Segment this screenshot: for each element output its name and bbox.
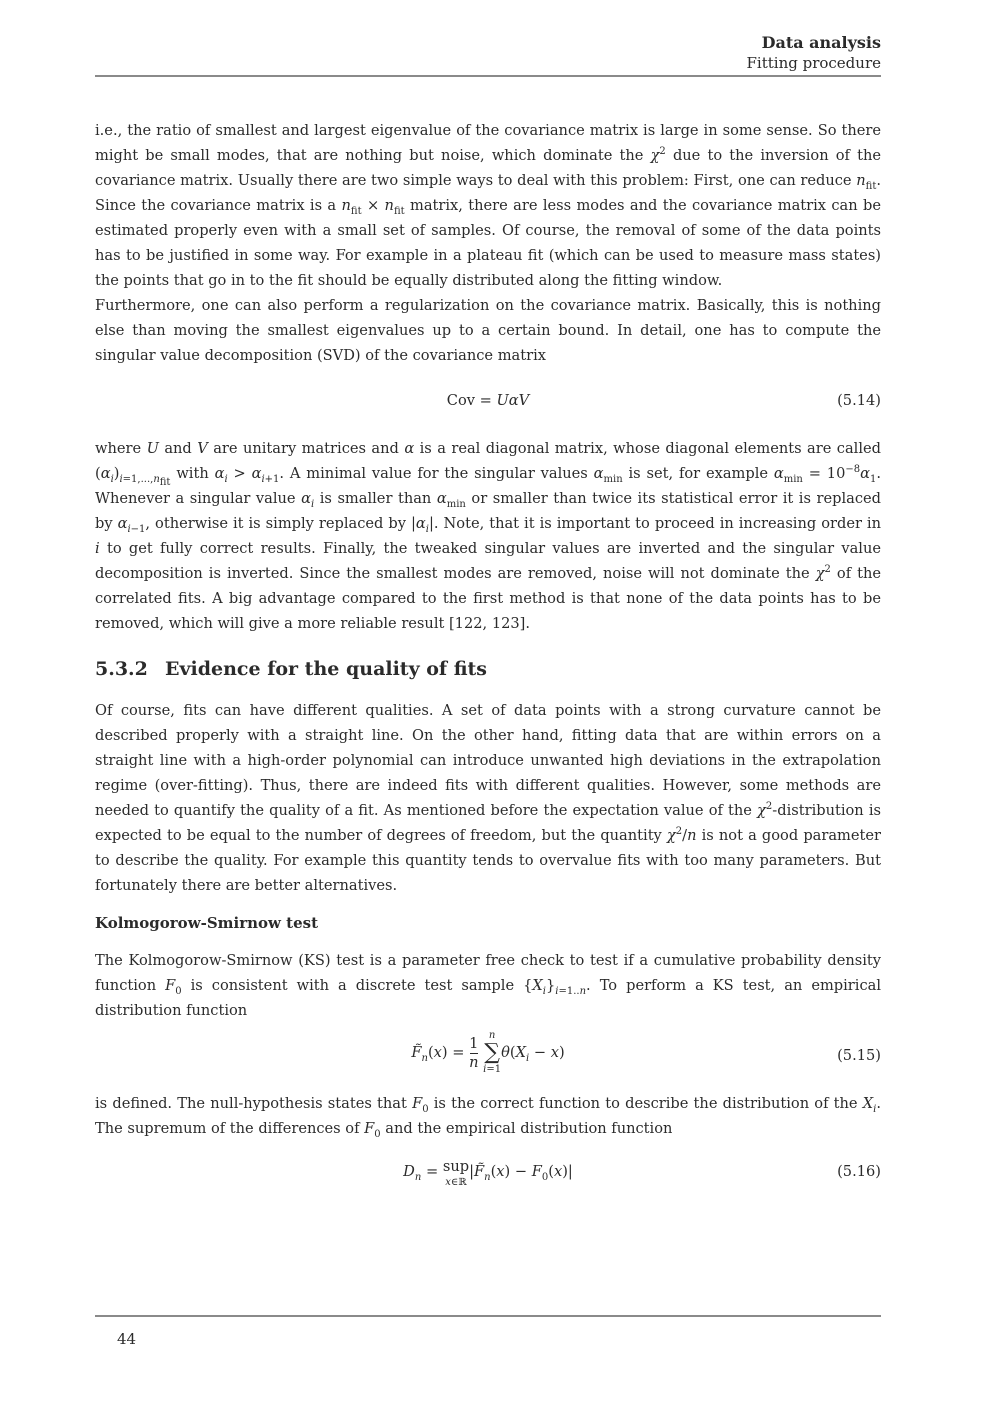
paragraph-ks-test: The Kolmogorow-Smirnow (KS) test is a parameter free check to test if a cumulative probability density function $F_0$ is consistent with a discrete test sample $\{X_i\}_{i=1..n}$. To perform a KS test, an empirical distribution function	[95, 952, 881, 1019]
subsection-title: Evidence for the quality of fits	[165, 658, 487, 680]
paragraph-regularization: Furthermore, one can also perform a regularization on the covariance matrix. Basically, this is nothing else than moving the smallest eigenvalues up to a certain bound. In detail, one has to compute the singular value decomposition (SVD) of the covariance matrix	[95, 297, 881, 364]
paragraph-svd: where U and V are unitary matrices and α is a real diagonal matrix, whose diagonal elements are called $(\alpha_i)_{i=1,...,n_{fit}}$ with $\alpha_i > \alpha_{i+1}$. A minimal value for the singular values $\alpha_{min}$ is set, for example $\alpha_{min} = 10^{-8}\alpha_1$. Whenever a singular value $\alpha_i$ is smaller than $\alpha_{min}$ or smaller than twice its statistical error it is replaced by $\alpha_{i-1}$, otherwise it is simply replaced by $|\alpha_i|$. Note, that it is important to proceed in increasing order in i to get fully correct results. Finally, the tweaked singular values are inverted and the singular value decomposition is inverted. Since the smallest modes are removed, noise will not dominate the $\chi^2$ of the correlated fits. A big advantage compared to the first method is that none of the data points has to be removed, which will give a more reliable result [122, 123].	[95, 440, 882, 632]
equation-number: (5.16)	[837, 1163, 881, 1180]
paragraph-covariance-modes: i.e., the ratio of smallest and largest eigenvalue of the covariance matrix is large in some sense. So there might be small modes, that are nothing but noise, which dominate the $\chi^2$ due to the inversion of the covariance matrix. Usually there are two simple ways to deal with this problem: First, one can reduce $n_{fit}$. Since the covariance matrix is a $n_{fit} \times n_{fit}$ matrix, there are less modes and the covariance matrix can be estimated properly even with a small set of samples. Of course, the removal of some of the data points has to be justified in some way. For example in a plateau fit (which can be used to measure mass states) the points that go in to the fit should be equally distributed along the fitting window.	[95, 122, 882, 289]
footer-rule	[95, 1315, 881, 1317]
page	[95, 0, 881, 1414]
subsection-number: 5.3.2	[95, 658, 148, 680]
equation-5-16: $D_n$ = sup x∈ℝ $|F̃_n(x) - F_0(x)|$ (5.16)	[403, 1158, 881, 1188]
subsection-heading	[95, 654, 881, 684]
page-number: 44	[117, 1330, 137, 1348]
paragraph-fit-quality: Of course, fits can have different qualities. A set of data points with a strong curvature cannot be described properly with a straight line. On the other hand, fitting data that are within errors on a straight line with a high-order polynomial can introduce unwanted high deviations in the extrapolation regime (over-fitting). Thus, there are indeed fits with different qualities. However, some methods are needed to quantify the quality of a fit. As mentioned before the expectation value of the $\chi^2$-distribution is expected to be equal to the number of degrees of freedom, but the quantity $\chi^2/n$ is not a good parameter to describe the quality. For example this quantity tends to overvalue fits with too many parameters. But fortunately there are better alternatives.	[95, 702, 881, 894]
body-text	[95, 118, 881, 1205]
running-header	[747, 32, 881, 74]
header-chapter-title: Data analysis	[761, 33, 881, 52]
equation-number: (5.14)	[837, 392, 881, 409]
equation-5-15: $F̃_n(x)$ = $\frac{1}{n}$ n ∑ i=1 $\theta(X_i - x)$ (5.15)	[411, 1030, 881, 1075]
header-section-title: Fitting procedure	[746, 54, 881, 72]
equation-5-14: Cov = UαV (5.14)	[95, 376, 881, 426]
paragraph-heading: Kolmogorow-Smirnow test	[95, 914, 319, 932]
equation-number: (5.15)	[837, 1047, 881, 1064]
header-rule	[95, 75, 881, 77]
paragraph-null-hypothesis: is defined. The null-hypothesis states that $F_0$ is the correct function to describe the distribution of the $X_i$. The supremum of the differences of $F_0$ and the empirical distribution function	[95, 1095, 881, 1140]
